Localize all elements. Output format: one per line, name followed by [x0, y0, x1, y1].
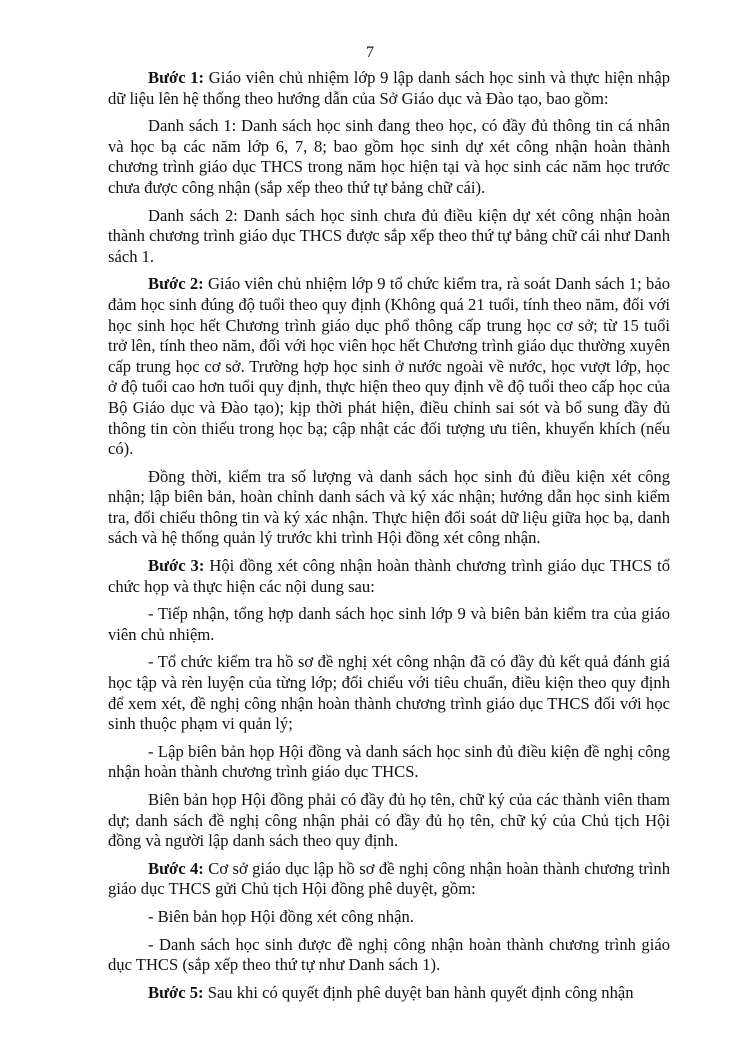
document-body — [108, 68, 670, 1010]
step-label: Bước 1: — [148, 68, 205, 87]
paragraph-text: Biên bản họp Hội đồng phải có đầy đủ họ tên, chữ ký của các thành viên tham dự; danh sách đề nghị công nhận phải có đầy đủ họ tên, chữ ký của Chủ tịch Hội đồng và người lập danh sách theo quy định. — [108, 790, 670, 851]
paragraph-text: - Lập biên bản họp Hội đồng và danh sách học sinh đủ điều kiện đề nghị công nhận hoàn thành chương trình giáo dục THCS. — [108, 741, 670, 782]
paragraph-text: - Tiếp nhận, tổng hợp danh sách học sinh lớp 9 và biên bản kiểm tra của giáo viên chủ nhiệm. — [108, 604, 670, 644]
paragraph-text: Cơ sở giáo dục lập hồ sơ đề nghị công nhận hoàn thành chương trình giáo dục THCS gửi Chủ tịch Hội đồng phê duyệt, gồm: — [108, 858, 670, 899]
paragraph-step-3-item-1 — [108, 604, 670, 645]
paragraph-step-2-detail — [108, 467, 670, 549]
paragraph-text: Hội đồng xét công nhận hoàn thành chương trình giáo dục THCS tổ chức họp và thực hiện các nội dung sau: — [108, 556, 670, 596]
paragraph-step-5 — [108, 983, 670, 1004]
paragraph-text: Danh sách 2: Danh sách học sinh chưa đủ điều kiện dự xét công nhận hoàn thành chương trình giáo dục THCS được sắp xếp theo thứ tự bảng chữ cái như Danh sách 1. — [108, 205, 670, 266]
paragraph-text: - Tổ chức kiểm tra hồ sơ đề nghị xét công nhận đã có đầy đủ kết quả đánh giá học tập và rèn luyện của từng lớp; đối chiếu với tiêu chuẩn, điều kiện theo quy định để xem xét, đề nghị công nhận hoàn thành chương trình giáo dục THCS đối với học sinh thuộc phạm vi quản lý; — [108, 652, 670, 734]
page-number: 7 — [366, 44, 374, 61]
paragraph-text: Danh sách 1: Danh sách học sinh đang theo học, có đầy đủ thông tin cá nhân và học bạ các năm lớp 6, 7, 8; bao gồm học sinh dự xét công nhận hoàn thành chương trình giáo dục THCS trong năm học hiện tại và học sinh các năm học trước chưa được công nhận (sắp xếp theo thứ tự bảng chữ cái). — [108, 116, 670, 197]
paragraph-step-4 — [108, 859, 670, 900]
step-label: Bước 5: — [148, 982, 204, 1002]
paragraph-step-4-item-1 — [108, 907, 670, 928]
step-label: Bước 4: — [148, 858, 204, 878]
paragraph-step-3-note — [108, 790, 670, 852]
paragraph-text: Đồng thời, kiểm tra số lượng và danh sách học sinh đủ điều kiện xét công nhận; lập biên bản, hoàn chỉnh danh sách và ký xác nhận; hướng dẫn học sinh kiểm tra, đối chiếu thông tin và ký xác nhận. Thực hiện đối soát dữ liệu giữa học bạ, danh sách và hệ thống quản lý trước khi trình Hội đồng xét công nhận. — [108, 466, 670, 548]
paragraph-text: - Danh sách học sinh được đề nghị công nhận hoàn thành chương trình giáo dục THCS (sắp xếp theo thứ tự như Danh sách 1). — [108, 934, 670, 975]
paragraph-step-2 — [108, 274, 670, 459]
paragraph-text: Giáo viên chủ nhiệm lớp 9 tổ chức kiểm tra, rà soát Danh sách 1; bảo đảm học sinh đúng độ tuổi theo quy định (Không quá 21 tuổi, tính theo năm, đối với học sinh học hết Chương trình giáo dục phổ thông cấp trung học cơ sở; từ 15 tuổi trở lên, tính theo năm, đối với học viên học hết Chương trình giáo dục thường xuyên cấp trung học cơ sở. Trường hợp học sinh ở nước ngoài về nước, học vượt lớp, học ở độ tuổi cao hơn tuổi quy định, thực hiện theo quy định về độ tuổi theo cấp học của Bộ Giáo dục và Đào tạo); kịp thời phát hiện, điều chỉnh sai sót và bổ sung đầy đủ thông tin còn thiếu trong học bạ; cập nhật các đối tượng ưu tiên, khuyến khích (nếu có). — [108, 274, 670, 459]
paragraph-list-2 — [108, 206, 670, 268]
paragraph-step-4-item-2 — [108, 935, 670, 976]
paragraph-step-3 — [108, 556, 670, 597]
paragraph-text: - Biên bản họp Hội đồng xét công nhận. — [148, 906, 414, 926]
paragraph-list-1 — [108, 116, 670, 198]
step-label: Bước 2: — [148, 274, 204, 294]
paragraph-step-1 — [108, 68, 670, 109]
paragraph-step-3-item-2 — [108, 652, 670, 734]
paragraph-text: Giáo viên chủ nhiệm lớp 9 lập danh sách học sinh và thực hiện nhập dữ liệu lên hệ thống theo hướng dẫn của Sở Giáo dục và Đào tạo, bao gồm: — [108, 68, 670, 108]
paragraph-step-3-item-3 — [108, 742, 670, 783]
step-label: Bước 3: — [148, 556, 205, 576]
paragraph-text: Sau khi có quyết định phê duyệt ban hành quyết định công nhận — [203, 982, 634, 1002]
